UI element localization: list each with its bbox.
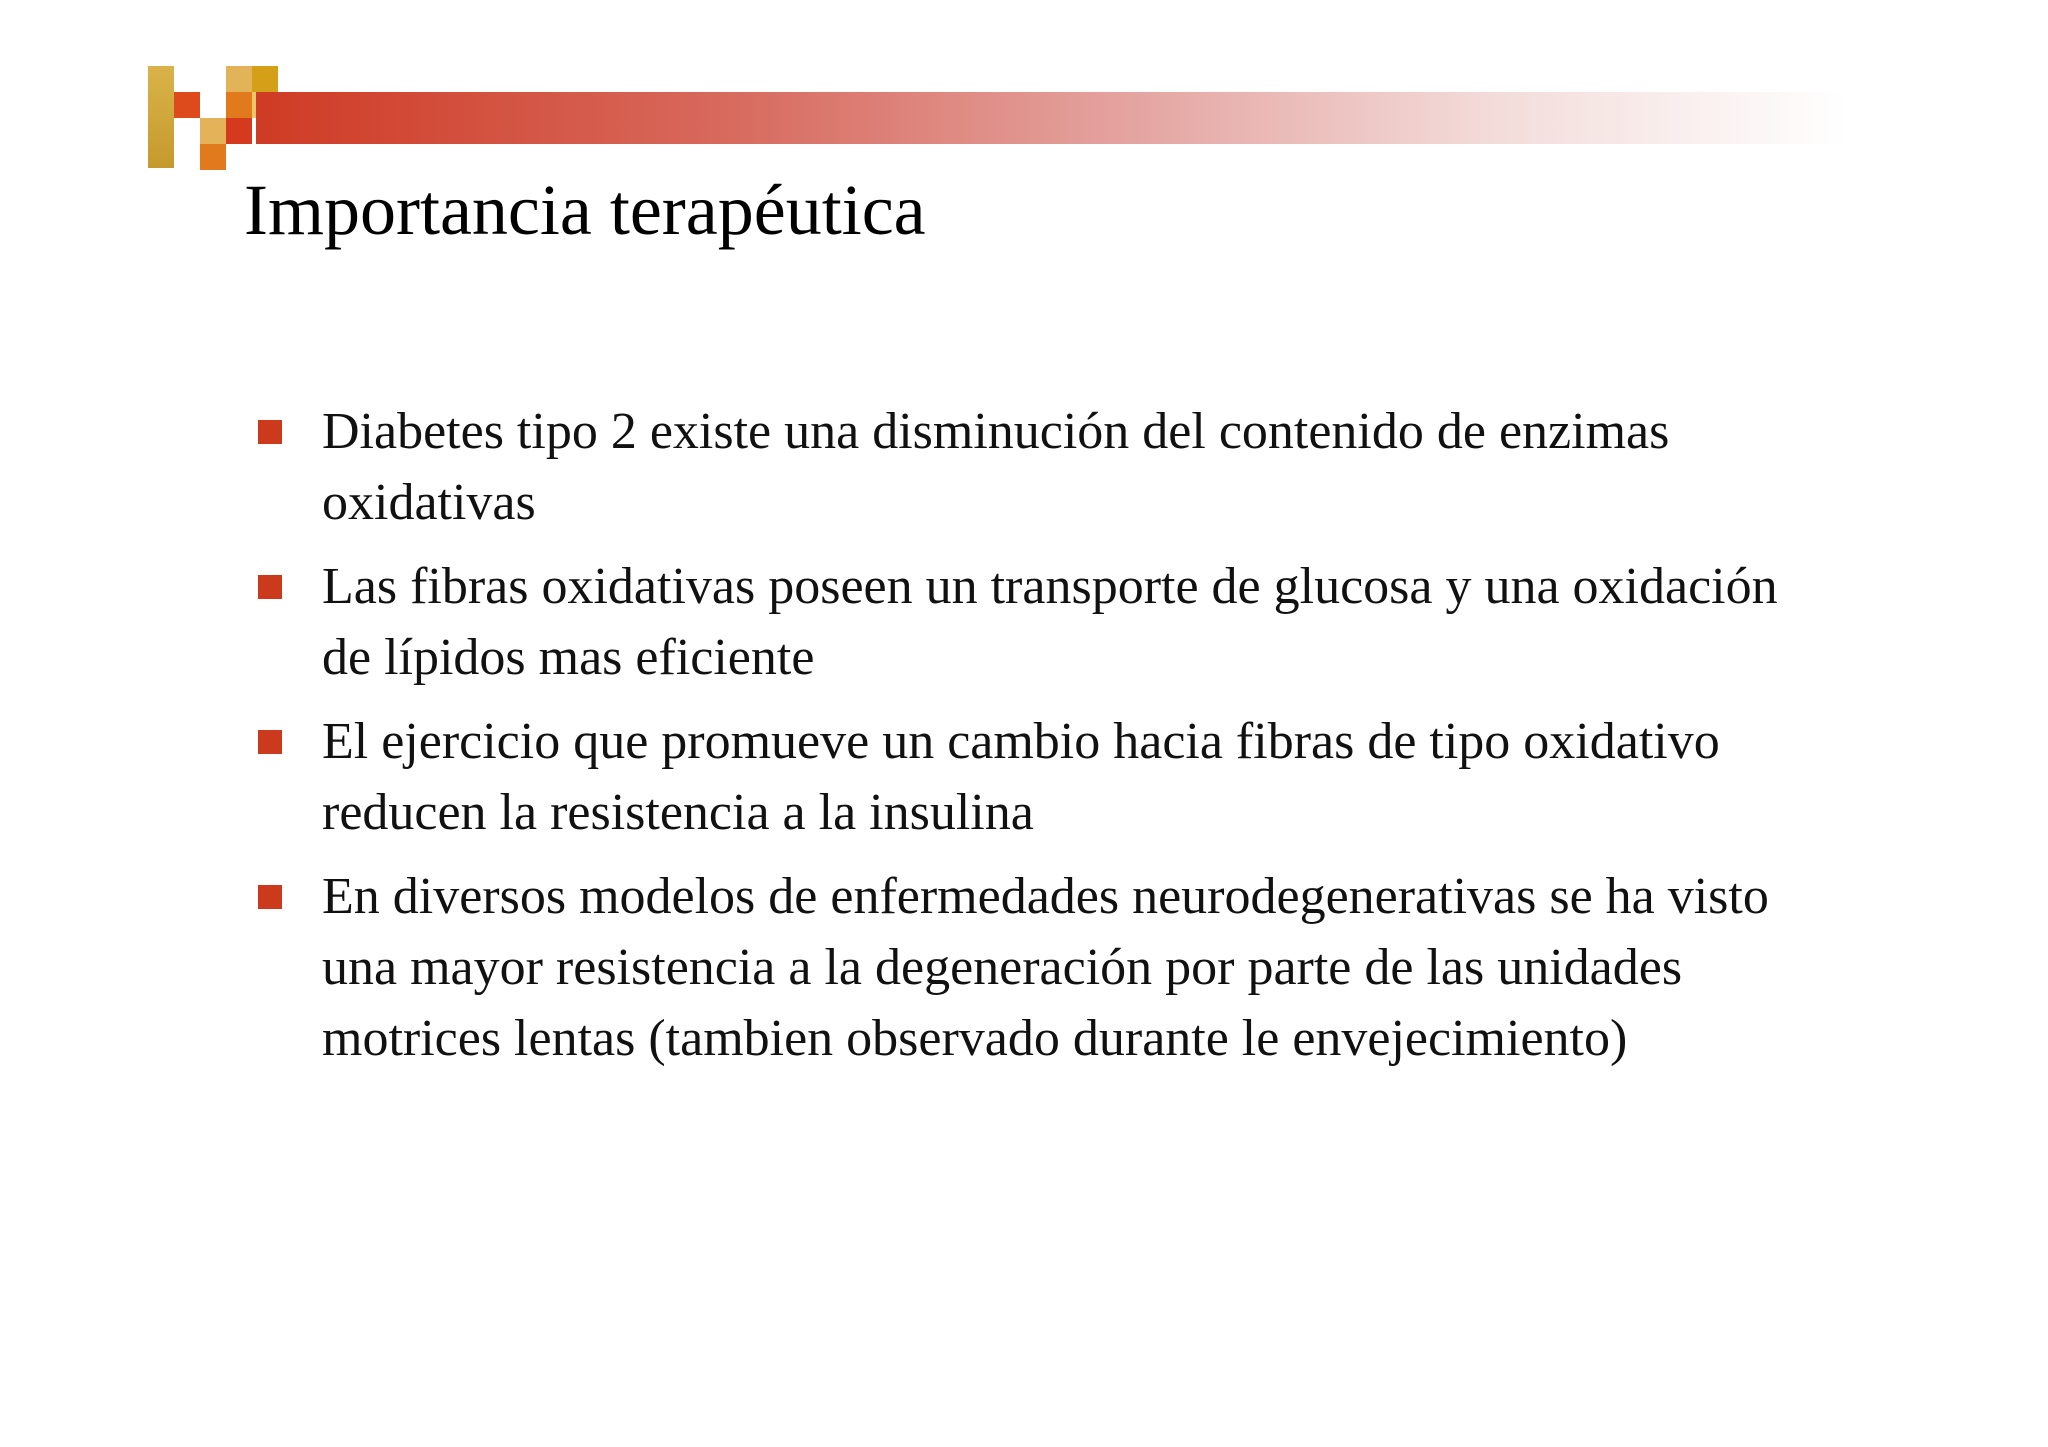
- bullet-list: [256, 396, 1816, 1087]
- list-item: [256, 551, 1816, 693]
- square-bullet-icon: [258, 885, 282, 909]
- bullet-text: Diabetes tipo 2 existe una disminución del contenido de enzimas oxidativas: [322, 403, 1670, 531]
- bullet-text: Las fibras oxidativas poseen un transporte de glucosa y una oxidación de lípidos mas eficiente: [322, 558, 1778, 686]
- list-item: [256, 396, 1816, 538]
- square-bullet-icon: [258, 575, 282, 599]
- header-gradient-bar: [256, 92, 1846, 144]
- slide-title: Importancia terapéutica: [244, 170, 926, 250]
- square-bullet-icon: [258, 730, 282, 754]
- list-item: [256, 706, 1816, 848]
- bullet-text: El ejercicio que promueve un cambio hacia fibras de tipo oxidativo reducen la resistencia a la insulina: [322, 713, 1720, 841]
- list-item: [256, 861, 1816, 1074]
- square-bullet-icon: [258, 420, 282, 444]
- bullet-text: En diversos modelos de enfermedades neurodegenerativas se ha visto una mayor resistencia a la degeneración por parte de las unidades motrices lentas (tambien observado durante le envejecimiento): [322, 868, 1769, 1067]
